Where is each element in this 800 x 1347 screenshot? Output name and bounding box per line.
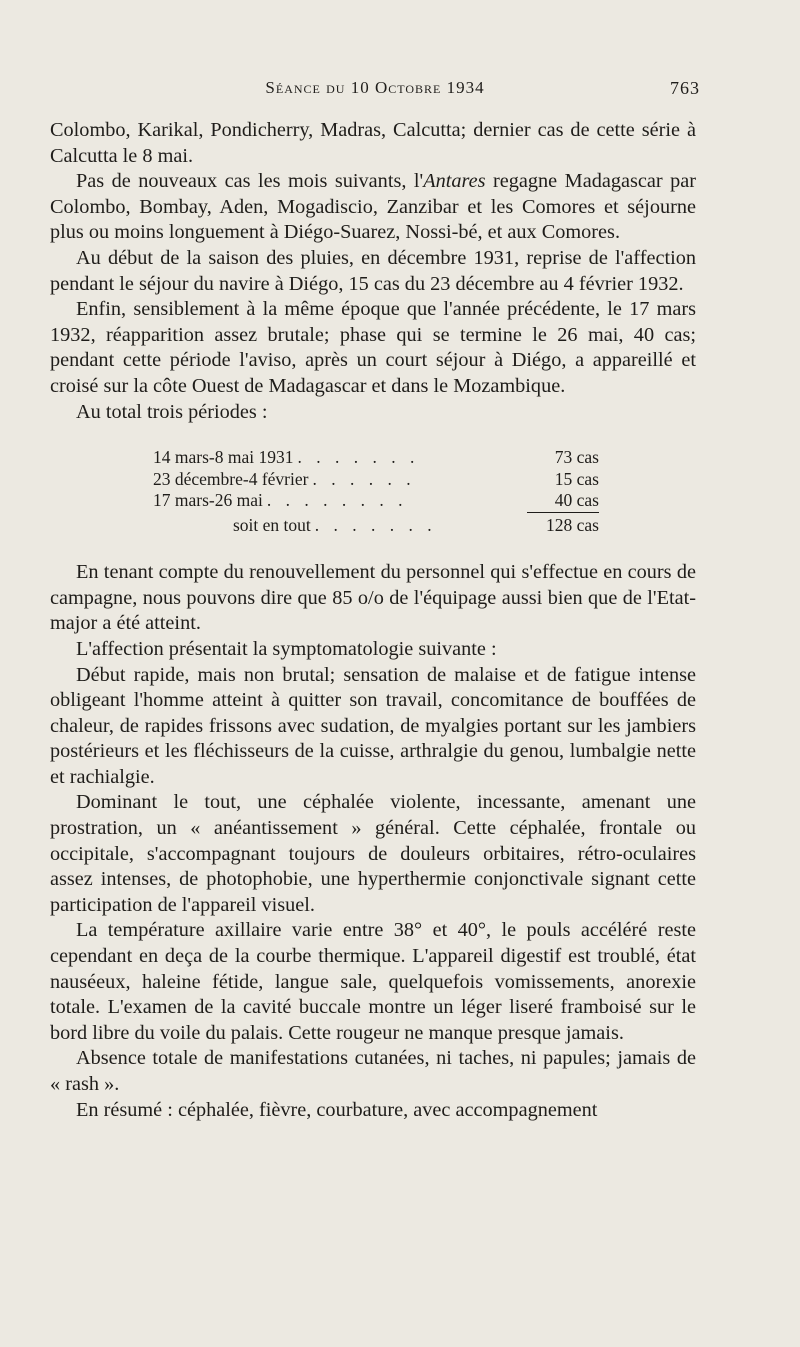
paragraph: L'affection présentait la symptomatologie suivante :	[76, 637, 497, 660]
table-total-row	[153, 515, 599, 537]
period-label: 23 décembre-4 février	[153, 468, 309, 489]
paragraph: Début rapide, mais non brutal; sensation de malaise et de fatigue intense obligeant l'homme atteint à quitter son travail, concomitance de bouffées de chaleur, de rapides frissons avec sudation, de myalgies portant sur les jambiers postérieurs et les fléchisseurs de la cuisse, arthralgie du genou, lumbalgie nette et rachialgie.	[50, 663, 696, 788]
case-count: 73 cas	[554, 447, 599, 468]
paragraph: Colombo, Karikal, Pondicherry, Madras, Calcutta; dernier cas de cette série à Calcutta le 8 mai.	[50, 119, 696, 167]
paragraph: Dominant le tout, une céphalée violente, incessante, amenant une prostration, un « anéantissement » général. Cette céphalée, frontale ou occipitale, s'accompagnant toujours de douleurs orbitaires, rétro-oculaires assez intenses, de photophobie, une hyperthermie conjonctivale signant cette participation de l'appareil visuel.	[50, 791, 696, 916]
table-row	[153, 447, 599, 469]
paragraph-text: Pas de nouveaux cas les mois suivants, l'	[76, 170, 424, 193]
paragraph: En tenant compte du renouvellement du personnel qui s'effectue en cours de campagne, nous pouvons dire que 85 o/o de l'équipage aussi bien que de l'Etat-major a été atteint.	[50, 561, 696, 635]
total-label: soit en tout	[233, 514, 311, 535]
total-count: 128 cas	[546, 514, 599, 535]
leader-dots: . . . . . . .	[314, 514, 437, 535]
paragraph: Au début de la saison des pluies, en décembre 1931, reprise de l'affection pendant le séjour du navire à Diégo, 15 cas du 23 décembre au 4 février 1932.	[50, 246, 696, 295]
ship-name: Antares	[423, 170, 486, 193]
leader-dots: . . . . . .	[312, 468, 416, 489]
leader-dots: . . . . . . .	[297, 447, 420, 468]
body-text	[50, 118, 696, 1123]
paragraph: Absence totale de manifestations cutanées, ni taches, ni papules; jamais de « rash ».	[50, 1047, 696, 1095]
paragraph: Au total trois périodes :	[76, 400, 268, 423]
page-header	[50, 78, 700, 104]
periods-table	[153, 447, 599, 536]
paragraph	[50, 169, 696, 246]
case-count: 15 cas	[554, 468, 599, 489]
paragraph-text: regagne Madagascar par Colombo, Bombay, Aden, Mogadiscio, Zanzibar et les Comores et séjourne plus ou moins longuement à Diégo-Suarez, Nossi-bé, et aux Comores.	[50, 170, 696, 244]
paragraph: En résumé : céphalée, fièvre, courbature, avec accompagnement	[76, 1098, 598, 1121]
leader-dots: . . . . . . . .	[266, 490, 408, 511]
table-row	[153, 469, 599, 491]
case-count: 40 cas	[527, 490, 599, 513]
period-label: 17 mars-26 mai	[153, 490, 263, 511]
paragraph: La température axillaire varie entre 38° et 40°, le pouls accéléré reste cependant en deça de la courbe thermique. L'appareil digestif est troublé, état nauséeux, haleine fétide, langue sale, quelquefois vomissements, anorexie totale. L'examen de la cavité buccale montre un léger liseré framboisé sur le bord libre du voile du palais. Cette rougeur ne manque presque jamais.	[50, 919, 696, 1044]
paragraph: Enfin, sensiblement à la même époque que l'année précédente, le 17 mars 1932, réapparition assez brutale; phase qui se termine le 26 mai, 40 cas; pendant cette période l'aviso, après un court séjour à Diégo, a appareillé et croisé sur la côte Ouest de Madagascar et dans le Mozambique.	[50, 298, 696, 397]
period-label: 14 mars-8 mai 1931	[153, 447, 294, 468]
table-row	[153, 490, 599, 513]
running-title: Séance du 10 Octobre 1934	[265, 78, 485, 97]
page-number: 763	[670, 78, 700, 98]
